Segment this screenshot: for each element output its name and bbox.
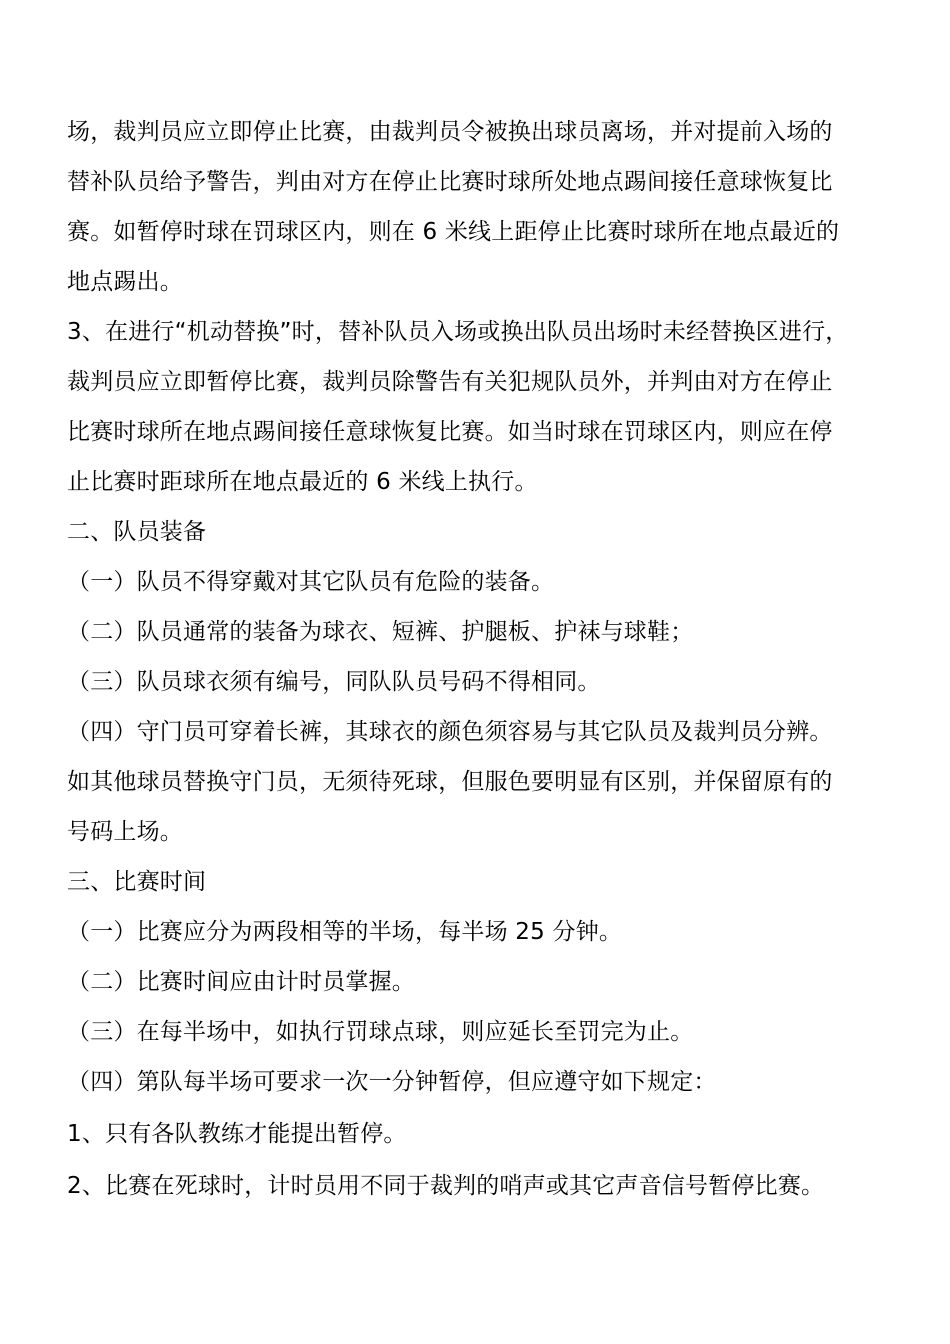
text-line: 替补队员给予警告，判由对方在停止比赛时球所处地点踢间接任意球恢复比 <box>67 169 833 195</box>
text-line: （三）在每半场中，如执行罚球点球，则应延长至罚完为止。 <box>67 1019 694 1045</box>
text-line: （四）守门员可穿着长裤，其球衣的颜色须容易与其它队员及裁判员分辨。 <box>67 719 833 745</box>
text-line: 场，裁判员应立即停止比赛，由裁判员令被换出球员离场，并对提前入场的 <box>67 119 833 145</box>
text-line: （三）队员球衣须有编号，同队队员号码不得相同。 <box>67 669 601 695</box>
text-line: 1、只有各队教练才能提出暂停。 <box>67 1121 407 1147</box>
text-line: （二）比赛时间应由计时员掌握。 <box>67 969 415 995</box>
section-heading: 二、队员装备 <box>67 519 207 545</box>
text-line: 如其他球员替换守门员，无须待死球，但服色要明显有区别，并保留原有的 <box>67 769 833 795</box>
text-line: （一）队员不得穿戴对其它队员有危险的装备。 <box>67 569 555 595</box>
text-line: （四）第队每半场可要求一次一分钟暂停，但应遵守如下规定： <box>67 1069 717 1095</box>
text-line: 赛。如暂停时球在罚球区内，则在 6 米线上距停止比赛时球所在地点最近的 <box>67 219 840 245</box>
text-line: 止比赛时距球所在地点最近的 6 米线上执行。 <box>67 469 538 495</box>
text-line: 号码上场。 <box>67 819 183 845</box>
text-line: 3、在进行“机动替换”时，替补队员入场或换出队员出场时未经替换区进行， <box>67 319 849 345</box>
text-line: （二）队员通常的装备为球衣、短裤、护腿板、护袜与球鞋； <box>67 619 694 645</box>
text-line: 比赛时球所在地点踢间接任意球恢复比赛。如当时球在罚球区内，则应在停 <box>67 419 833 445</box>
text-line: 裁判员应立即暂停比赛，裁判员除警告有关犯规队员外，并判由对方在停止 <box>67 369 833 395</box>
text-line: 2、比赛在死球时，计时员用不同于裁判的哨声或其它声音信号暂停比赛。 <box>67 1173 825 1199</box>
text-line: （一）比赛应分为两段相等的半场，每半场 25 分钟。 <box>67 919 623 945</box>
section-heading: 三、比赛时间 <box>67 869 207 895</box>
text-line: 地点踢出。 <box>67 269 183 295</box>
